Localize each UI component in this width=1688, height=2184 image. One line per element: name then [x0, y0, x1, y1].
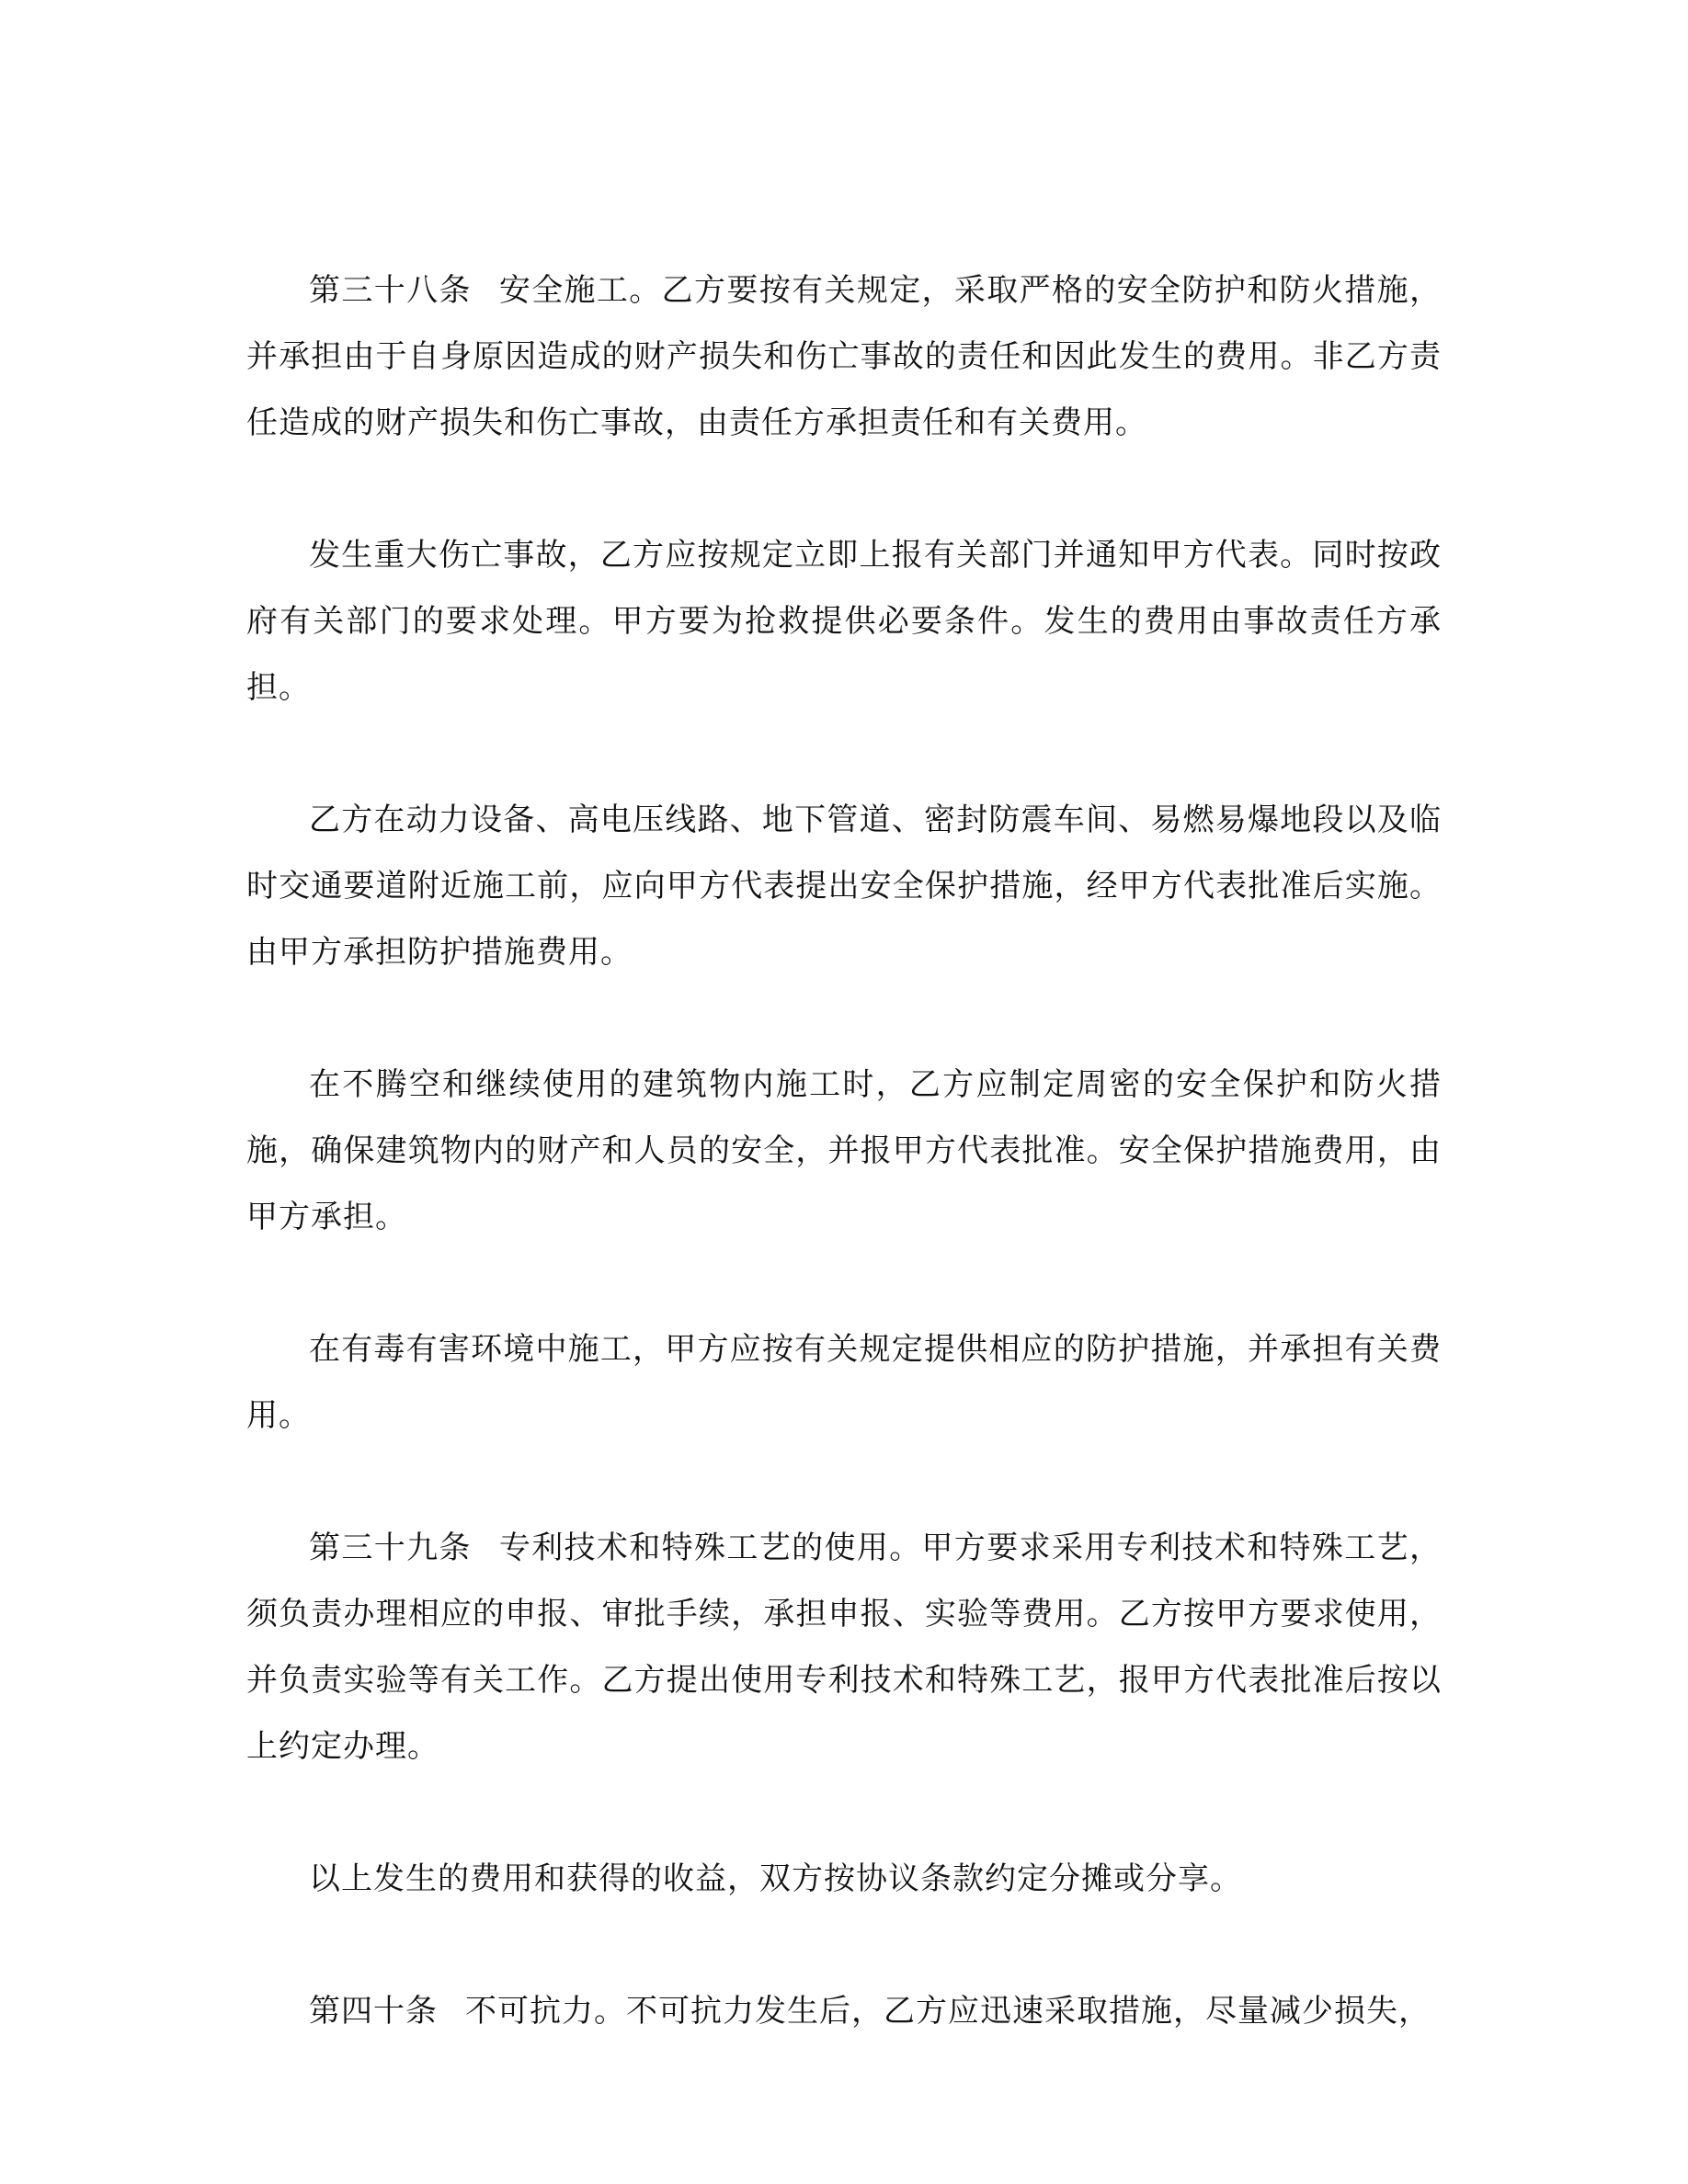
paragraph-text: 在有毒有害环境中施工，甲方应按有关规定提供相应的防护措施，并承担有关费用。 [246, 1331, 1442, 1434]
paragraph-text: 在不腾空和继续使用的建筑物内施工时，乙方应制定周密的安全保护和防火措施，确保建筑物内的财产和人员的安全，并报甲方代表批准。安全保护措施费用，由甲方承担。 [246, 1066, 1442, 1235]
paragraph-text: 发生重大伤亡事故，乙方应按规定立即上报有关部门并通知甲方代表。同时按政府有关部门的要求处理。甲方要为抢救提供必要条件。发生的费用由事故责任方承担。 [246, 537, 1442, 706]
paragraph [246, 1316, 1442, 1449]
article-number: 第三十九条 [309, 1530, 472, 1566]
article-number: 第四十条 [309, 1993, 438, 2030]
paragraph-text: 乙方在动力设备、高电压线路、地下管道、密封防震车间、易燃易爆地段以及临时交通要道附近施工前，应向甲方代表提出安全保护措施，经甲方代表批准后实施。由甲方承担防护措施费用。 [246, 802, 1442, 971]
paragraph-text: 专利技术和特殊工艺的使用。甲方要求采用专利技术和特殊工艺，须负责办理相应的申报、审批手续，承担申报、实验等费用。乙方按甲方要求使用，并负责实验等有关工作。乙方提出使用专利技术和特殊工艺，报甲方代表批准后按以上约定办理。 [246, 1530, 1443, 1765]
paragraph-text: 不可抗力。不可抗力发生后，乙方应迅速采取措施，尽量减少损失， [465, 1993, 1431, 2030]
paragraph [246, 1846, 1442, 1912]
paragraph [246, 1052, 1442, 1250]
paragraph-text: 安全施工。乙方要按有关规定，采取严格的安全防护和防火措施，并承担由于自身原因造成的财产损失和伤亡事故的责任和因此发生的费用。非乙方责任造成的财产损失和伤亡事故，由责任方承担责任和有关费用。 [246, 272, 1443, 441]
paragraph-article-39 [246, 1515, 1442, 1780]
document-body [246, 257, 1442, 2110]
paragraph [246, 787, 1442, 985]
paragraph-article-40 [246, 1978, 1442, 2044]
article-number: 第三十八条 [309, 272, 472, 309]
paragraph-article-38 [246, 257, 1442, 456]
paragraph-text: 以上发生的费用和获得的收益，双方按协议条款约定分摊或分享。 [309, 1860, 1242, 1897]
paragraph [246, 522, 1442, 721]
